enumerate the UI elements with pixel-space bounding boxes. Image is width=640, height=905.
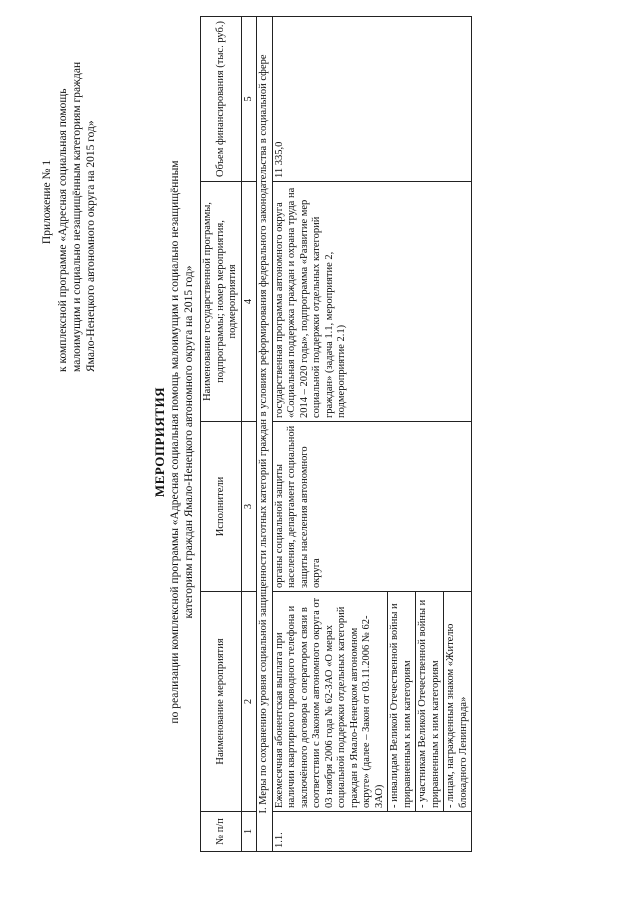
header-num: № п/п — [201, 812, 242, 852]
document-heading — [152, 12, 196, 872]
header-funding: Объем финансирования (тыс. руб.) — [201, 17, 242, 182]
row-name-cell — [272, 592, 472, 812]
document-subtitle-line-2: категориям граждан Ямало-Ненецкого автономного округа на 2015 год» — [183, 265, 195, 619]
document-subtitle-line-1: по реализации комплексной программы «Адресная социальная помощь малоимущим и социально незащищённым — [169, 160, 181, 724]
measures-table — [200, 16, 472, 852]
header-executors: Исполнители — [201, 422, 242, 592]
appendix-text: к комплексной программе «Адресная социальная помощь малоимущим и социально незащищённым категориям граждан Ямало-Ненецкого автономного округа на 2015 год» — [57, 61, 97, 372]
column-number-row — [241, 17, 257, 852]
row-name: Ежемесячная абонентская выплата при наличии квартирного проводного телефона и заключённого договора с оператором связи в соответствии с Законом автономного округа от 03 ноября 2006 года № 62-ЗАО «О мерах социальной поддержки отдельных категорий граждан в Ямало-Ненецком автономном округе» (далее – Закон от 03.11.2006 № 62-ЗАО) — [273, 597, 385, 808]
col-number: 3 — [241, 422, 257, 592]
row-funding: 11 335,0 — [272, 17, 472, 182]
col-number: 2 — [241, 592, 257, 812]
appendix-title: Приложение № 1 — [41, 159, 53, 245]
col-number: 1 — [241, 812, 257, 852]
row-number: 1.1. — [272, 812, 472, 852]
table-row — [272, 17, 472, 852]
table-header-row — [201, 17, 242, 852]
row-program: государственная программа автономного округа «Социальная поддержка граждан и охрана труда на 2014 – 2020 годы», подпрограмма «Развитие мер социальной поддержки отдельных категорий граждан» (задача 1.1, мероприятие 2, подмероприятие 2.1) — [272, 182, 472, 422]
section-row — [257, 17, 273, 852]
header-program: Наименование государственной программы, подпрограммы; номер мероприятия, подмероприятия — [201, 182, 242, 422]
row-sub-item: - лицам, награжденным знаком «Жителю блокадного Ленинграда» — [443, 592, 471, 811]
section-title: I. Меры по сохранению уровня социальной защищенности льготных категорий граждан в условиях реформирования федерального законодательства в социальной сфере — [257, 17, 273, 852]
row-sub-item: - участникам Великой Отечественной войны и приравненным к ним категориям — [415, 592, 443, 811]
row-executors: органы социальной защиты населения, департамент социальной защиты населения автономного округа — [272, 422, 472, 592]
document-page — [40, 12, 600, 872]
col-number: 5 — [241, 17, 257, 182]
document-title: МЕРОПРИЯТИЯ — [152, 386, 167, 498]
header-name: Наименование мероприятия — [201, 592, 242, 812]
appendix-note — [40, 32, 98, 372]
row-sub-item: - инвалидам Великой Отечественной войны и приравненным к ним категориям — [387, 592, 415, 811]
col-number: 4 — [241, 182, 257, 422]
